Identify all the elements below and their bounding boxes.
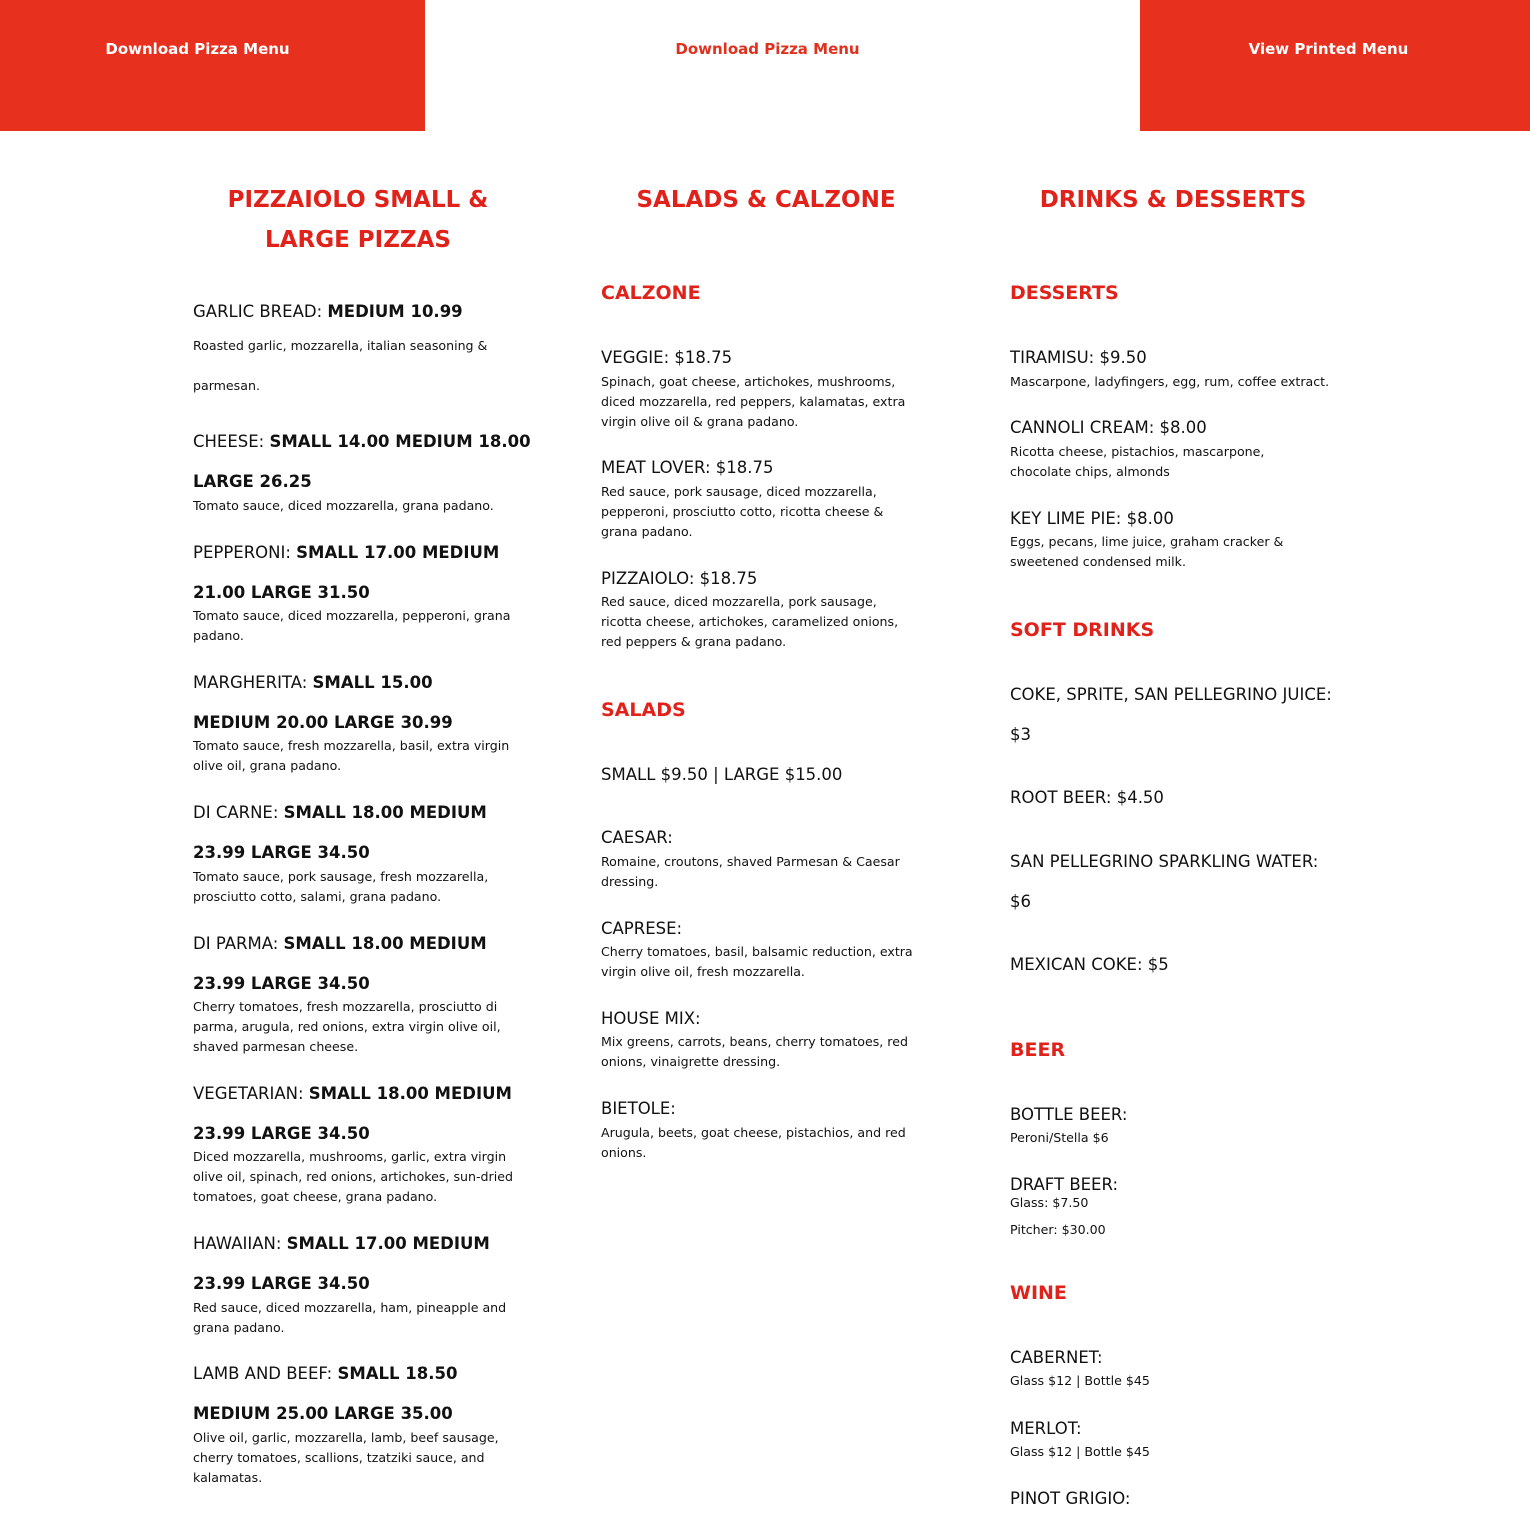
download-pizza-menu-link[interactable] bbox=[425, 0, 1140, 131]
menu-item-description: Mascarpone, ladyfingers, egg, rum, coffee extract. bbox=[1010, 374, 1330, 389]
menu-item-description: Romaine, croutons, shaved Parmesan & Caesar dressing. bbox=[601, 854, 900, 889]
menu-item-description: Ricotta cheese, pistachios, mascarpone, chocolate chips, almonds bbox=[1010, 444, 1265, 479]
menu-item-name: PIZZAIOLO: $18.75 bbox=[601, 569, 758, 588]
menu-item-name: VEGETARIAN: SMALL 18.00 MEDIUM 23.99 LARGE 34.50 bbox=[193, 1084, 512, 1143]
desserts-heading: DESSERTS bbox=[1010, 282, 1119, 304]
drink-item: MEXICAN COKE: $5 bbox=[1010, 955, 1169, 974]
menu-item-description: Tomato sauce, diced mozzarella, pepperoni, grana padano. bbox=[193, 608, 511, 643]
menu-item-description: Eggs, pecans, lime juice, graham cracker & sweetened condensed milk. bbox=[1010, 534, 1284, 569]
menu-item-name: PINOT GRIGIO: bbox=[1010, 1489, 1131, 1508]
menu-item-description: Pitcher: $30.00 bbox=[1010, 1222, 1106, 1237]
menu-item-description: Tomato sauce, fresh mozzarella, basil, extra virgin olive oil, grana padano. bbox=[193, 738, 510, 773]
soft-drinks-heading: SOFT DRINKS bbox=[1010, 619, 1155, 641]
menu-item-name: CABERNET: bbox=[1010, 1348, 1103, 1367]
wine-heading: WINE bbox=[1010, 1282, 1067, 1304]
menu-item-name: DI CARNE: SMALL 18.00 MEDIUM 23.99 LARGE 34.50 bbox=[193, 803, 487, 862]
menu-item-name: DI PARMA: SMALL 18.00 MEDIUM 23.99 LARGE 34.50 bbox=[193, 934, 487, 993]
menu-item-description: Glass: $7.50 bbox=[1010, 1195, 1089, 1210]
menu-item-description: Mix greens, carrots, beans, cherry tomatoes, red onions, vinaigrette dressing. bbox=[601, 1034, 908, 1069]
top-button-bar bbox=[0, 0, 1530, 131]
menu-item-description: Cherry tomatoes, fresh mozzarella, prosciutto di parma, arugula, red onions, extra virgin olive oil, shaved parmesan cheese. bbox=[193, 999, 501, 1054]
menu-item-name: MERLOT: bbox=[1010, 1419, 1082, 1438]
menu-item-description: Glass $12 | Bottle $45 bbox=[1010, 1444, 1150, 1459]
menu-item-description: Red sauce, diced mozzarella, pork sausage, ricotta cheese, artichokes, caramelized onions, red peppers & grana padano. bbox=[601, 594, 899, 649]
drink-item: COKE, SPRITE, SAN PELLEGRINO JUICE: $3 bbox=[1010, 685, 1332, 744]
menu-item-description: Diced mozzarella, mushrooms, garlic, extra virgin olive oil, spinach, red onions, artichokes, sun-dried tomatoes, goat cheese, grana padano. bbox=[193, 1149, 513, 1204]
menu-item-name: LAMB AND BEEF: SMALL 18.50 MEDIUM 25.00 LARGE 35.00 bbox=[193, 1364, 458, 1423]
menu-item-name: MEAT LOVER: $18.75 bbox=[601, 458, 774, 477]
menu-item-name: CANNOLI CREAM: $8.00 bbox=[1010, 418, 1207, 437]
menu-item-description: Tomato sauce, diced mozzarella, grana padano. bbox=[193, 498, 494, 513]
menu-item-name: BIETOLE: bbox=[601, 1099, 676, 1118]
menu-item-description: Spinach, goat cheese, artichokes, mushrooms, diced mozzarella, red peppers, kalamatas, extra virgin olive oil & grana padano. bbox=[601, 374, 906, 429]
beer-heading: BEER bbox=[1010, 1039, 1066, 1061]
menu-item-name: BOTTLE BEER: bbox=[1010, 1105, 1128, 1124]
salads-price: SMALL $9.50 | LARGE $15.00 bbox=[601, 765, 843, 784]
menu-item-name: PEPPERONI: SMALL 17.00 MEDIUM 21.00 LARGE 31.50 bbox=[193, 543, 500, 602]
menu-item-name: HOUSE MIX: bbox=[601, 1009, 701, 1028]
pizza-column-title: PIZZAIOLO SMALL & LARGE PIZZAS bbox=[227, 187, 489, 253]
download-pizza-menu-label: Download Pizza Menu bbox=[105, 40, 290, 58]
calzone-heading: CALZONE bbox=[601, 282, 701, 304]
menu-item-description: Cherry tomatoes, basil, balsamic reduction, extra virgin olive oil, fresh mozzarella. bbox=[601, 944, 913, 979]
salads-calzone-column-title: SALADS & CALZONE bbox=[636, 187, 896, 213]
menu-item-name: CAESAR: bbox=[601, 828, 673, 847]
menu-item-name: CHEESE: SMALL 14.00 MEDIUM 18.00 LARGE 26.25 bbox=[193, 432, 531, 491]
menu-item-description: Red sauce, diced mozzarella, ham, pineapple and grana padano. bbox=[193, 1300, 507, 1335]
menu-item-description: Olive oil, garlic, mozzarella, lamb, beef sausage, cherry tomatoes, scallions, tzatziki sauce, and kalamatas. bbox=[193, 1430, 499, 1485]
drinks-desserts-column-title: DRINKS & DESSERTS bbox=[1039, 187, 1307, 213]
menu-item-name: DRAFT BEER: bbox=[1010, 1175, 1118, 1194]
menu-item-description: Peroni/Stella $6 bbox=[1010, 1130, 1109, 1145]
menu-item-description: Tomato sauce, pork sausage, fresh mozzarella, prosciutto cotto, salami, grana padano. bbox=[193, 869, 489, 904]
salads-heading: SALADS bbox=[601, 699, 686, 721]
menu-item-description: Roasted garlic, mozzarella, italian seasoning & parmesan. bbox=[193, 338, 488, 393]
menu-item-name: HAWAIIAN: SMALL 17.00 MEDIUM 23.99 LARGE 34.50 bbox=[193, 1234, 490, 1293]
menu-item-description: Arugula, beets, goat cheese, pistachios, and red onions. bbox=[601, 1125, 906, 1160]
menu-item-name: GARLIC BREAD: MEDIUM 10.99 bbox=[193, 302, 463, 321]
menu-item-name: TIRAMISU: $9.50 bbox=[1010, 348, 1147, 367]
view-printed-menu-label: View Printed Menu bbox=[1248, 40, 1409, 58]
menu-item-description: Glass $12 | Bottle $45 bbox=[1010, 1373, 1150, 1388]
drink-item: ROOT BEER: $4.50 bbox=[1010, 788, 1164, 807]
menu-item-name: VEGGIE: $18.75 bbox=[601, 348, 733, 367]
download-pizza-menu-button[interactable] bbox=[0, 0, 425, 131]
menu-item-name: CAPRESE: bbox=[601, 919, 683, 938]
menu-item-description: Red sauce, pork sausage, diced mozzarella, pepperoni, prosciutto cotto, ricotta cheese & grana padano. bbox=[601, 484, 884, 539]
menu-item-name: KEY LIME PIE: $8.00 bbox=[1010, 509, 1174, 528]
download-pizza-menu-link-label: Download Pizza Menu bbox=[675, 40, 860, 58]
view-printed-menu-button[interactable] bbox=[1140, 0, 1530, 131]
drink-item: SAN PELLEGRINO SPARKLING WATER: $6 bbox=[1010, 852, 1319, 911]
menu-item-name: MARGHERITA: SMALL 15.00 MEDIUM 20.00 LARGE 30.99 bbox=[193, 673, 453, 732]
